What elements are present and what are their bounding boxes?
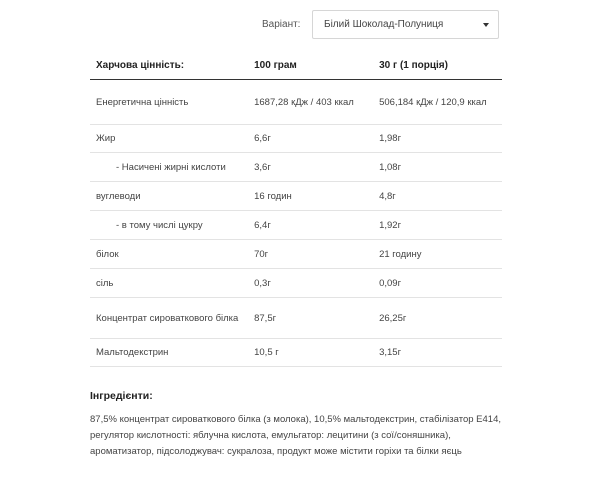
table-row bbox=[90, 153, 502, 182]
row-per-serving: 26,25г bbox=[373, 298, 502, 339]
variant-selector-row bbox=[0, 10, 600, 42]
table-row bbox=[90, 339, 502, 367]
row-per100: 87,5г bbox=[248, 298, 373, 339]
header-nutrition: Харчова цінність: bbox=[90, 52, 248, 80]
row-name: білок bbox=[90, 240, 248, 269]
row-per-serving: 3,15г bbox=[373, 339, 502, 367]
row-name: вуглеводи bbox=[90, 182, 248, 211]
table-row bbox=[90, 269, 502, 298]
table-header-row bbox=[90, 52, 502, 80]
row-name: Концентрат сироваткового білка bbox=[90, 298, 248, 339]
row-per-serving: 21 годину bbox=[373, 240, 502, 269]
row-name: Енергетична цінність bbox=[90, 80, 248, 125]
row-name: - в тому числі цукру bbox=[90, 211, 248, 240]
ingredients-section bbox=[90, 390, 510, 460]
nutrition-table bbox=[90, 52, 502, 367]
row-per100: 0,3г bbox=[248, 269, 373, 298]
row-per-serving: 1,92г bbox=[373, 211, 502, 240]
row-per100: 10,5 г bbox=[248, 339, 373, 367]
ingredients-title: Інгредієнти: bbox=[90, 390, 153, 402]
row-name: Мальтодекстрин bbox=[90, 339, 248, 367]
row-per100: 6,6г bbox=[248, 125, 373, 153]
ingredients-text: 87,5% концентрат сироваткового білка (з молока), 10,5% мальтодекстрин, стабілізатор Е414, регулятор кислотності: яблучна кислота, емульгатор: лецитини (з сої/соняшника), ароматизатор, підсолоджувач: сукралоза, продукт може містити горіхи та білки яєць bbox=[90, 414, 502, 457]
row-per100: 6,4г bbox=[248, 211, 373, 240]
row-per100: 3,6г bbox=[248, 153, 373, 182]
chevron-down-icon bbox=[483, 23, 489, 27]
table-row bbox=[90, 298, 502, 339]
variant-label: Варіант: bbox=[262, 19, 301, 30]
table-row bbox=[90, 240, 502, 269]
table-row bbox=[90, 125, 502, 153]
row-name: - Насичені жирні кислоти bbox=[90, 153, 248, 182]
row-per-serving: 4,8г bbox=[373, 182, 502, 211]
row-name: Жир bbox=[90, 125, 248, 153]
row-per-serving: 506,184 кДж / 120,9 ккал bbox=[373, 80, 502, 125]
row-per-serving: 0,09г bbox=[373, 269, 502, 298]
variant-selected-value: Білий Шоколад-Полуниця bbox=[324, 19, 444, 30]
row-per100: 70г bbox=[248, 240, 373, 269]
row-per100: 1687,28 кДж / 403 ккал bbox=[248, 80, 373, 125]
table-row bbox=[90, 182, 502, 211]
row-per-serving: 1,98г bbox=[373, 125, 502, 153]
header-per-serving: 30 г (1 порція) bbox=[373, 52, 502, 80]
variant-select[interactable] bbox=[312, 10, 499, 39]
header-per-100g: 100 грам bbox=[248, 52, 373, 80]
row-per-serving: 1,08г bbox=[373, 153, 502, 182]
table-row bbox=[90, 211, 502, 240]
row-name: сіль bbox=[90, 269, 248, 298]
table-row bbox=[90, 80, 502, 125]
row-per100: 16 годин bbox=[248, 182, 373, 211]
